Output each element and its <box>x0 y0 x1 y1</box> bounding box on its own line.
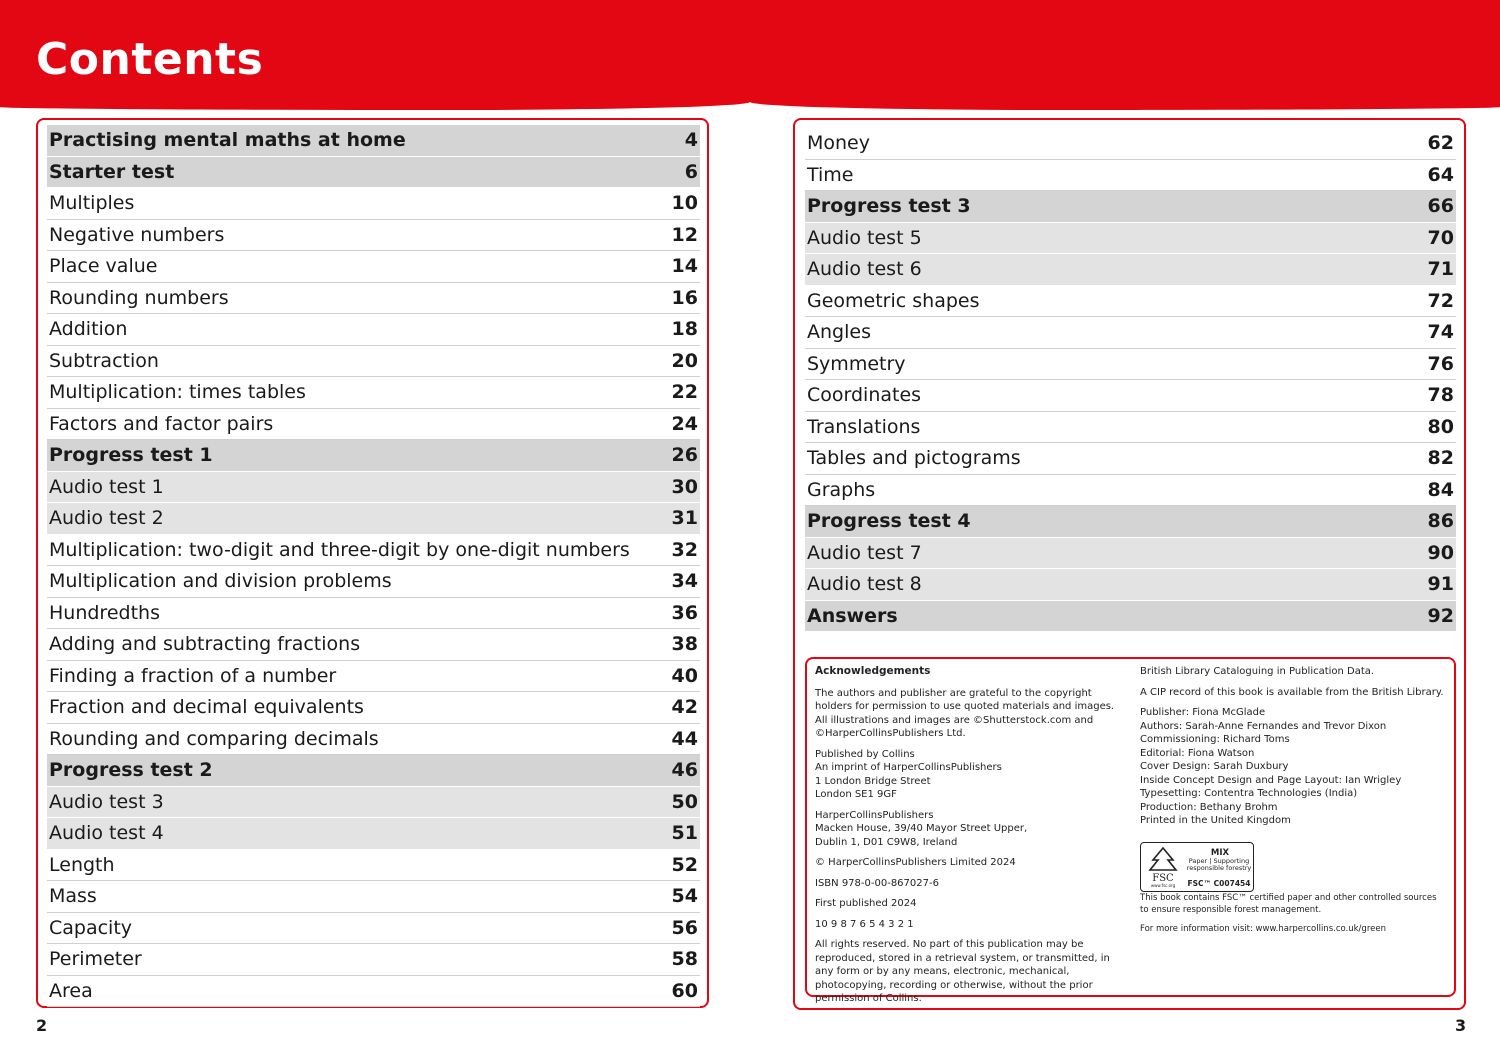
toc-entry-page: 14 <box>671 255 698 278</box>
toc-entry-page: 72 <box>1427 289 1454 312</box>
toc-entry-label: Audio test 7 <box>807 541 922 564</box>
contents-panel-right <box>793 118 1466 1010</box>
toc-entry-label: Audio test 1 <box>49 475 164 498</box>
toc-entry <box>47 535 700 567</box>
acknowledgements-box <box>805 657 1456 1004</box>
fsc-logo <box>1140 842 1254 892</box>
acknowledgement-paragraph: Published by Collins An imprint of HarperCollinsPublishers 1 London Bridge Street London SE1 9GF <box>815 748 1002 800</box>
toc-entry <box>47 283 700 315</box>
toc-entry-label: Coordinates <box>807 384 922 407</box>
toc-entry-page: 71 <box>1427 258 1454 281</box>
toc-entry <box>805 538 1456 570</box>
header-banner-right <box>750 0 1500 110</box>
page-number-left: 2 <box>36 1016 48 1035</box>
header-banner-left <box>0 0 750 110</box>
toc-entry <box>47 566 700 598</box>
toc-entry-page: 64 <box>1427 163 1454 186</box>
publication-info-paragraph: British Library Cataloguing in Publication Data. <box>1140 666 1375 677</box>
toc-entry-label: Capacity <box>49 916 133 939</box>
toc-entry-label: Angles <box>807 321 871 344</box>
toc-entry-label: Progress test 1 <box>49 444 213 467</box>
toc-entry <box>805 191 1456 223</box>
toc-entry-page: 51 <box>671 822 698 845</box>
toc-entry <box>47 314 700 346</box>
toc-entry-label: Length <box>49 853 115 876</box>
acknowledgement-paragraph: First published 2024 <box>815 898 917 909</box>
toc-entry-page: 4 <box>684 129 698 152</box>
toc-entry-page: 80 <box>1427 415 1454 438</box>
toc-entry <box>47 881 700 913</box>
toc-entry <box>47 661 700 693</box>
toc-entry-label: Practising mental maths at home <box>49 129 406 152</box>
toc-entry <box>47 125 700 157</box>
toc-entry-page: 10 <box>671 192 698 215</box>
toc-entry-page: 91 <box>1427 573 1454 596</box>
toc-entry-page: 16 <box>671 286 698 309</box>
toc-list-right <box>805 128 1456 632</box>
page-number-right: 3 <box>1455 1016 1467 1035</box>
toc-entry-label: Audio test 8 <box>807 573 922 596</box>
toc-entry-label: Subtraction <box>49 349 159 372</box>
fsc-tree-icon <box>1145 846 1181 888</box>
toc-entry <box>805 412 1456 444</box>
acknowledgement-paragraph: 10 9 8 7 6 5 4 3 2 1 <box>815 918 914 930</box>
toc-entry-label: Fraction and decimal equivalents <box>49 696 364 719</box>
toc-entry-page: 58 <box>671 948 698 971</box>
toc-entry-page: 76 <box>1427 352 1454 375</box>
acknowledgements-left-column <box>815 665 1125 1013</box>
toc-entry-page: 44 <box>671 727 698 750</box>
toc-entry-label: Hundredths <box>49 601 160 624</box>
toc-entry-label: Factors and factor pairs <box>49 412 274 435</box>
toc-entry <box>805 601 1456 633</box>
toc-entry <box>805 443 1456 475</box>
acknowledgement-paragraph: © HarperCollinsPublishers Limited 2024 <box>815 857 1016 868</box>
toc-entry <box>47 346 700 378</box>
toc-entry-page: 62 <box>1427 132 1454 155</box>
toc-entry-label: Audio test 6 <box>807 258 922 281</box>
toc-entry-page: 78 <box>1427 384 1454 407</box>
contents-panel-left <box>36 118 709 1008</box>
toc-entry-label: Audio test 3 <box>49 790 164 813</box>
toc-entry-label: Graphs <box>807 478 876 501</box>
toc-entry-page: 60 <box>671 979 698 1002</box>
toc-entry-label: Multiplication: two-digit and three-digit by one-digit numbers <box>49 538 630 561</box>
toc-entry-label: Audio test 5 <box>807 226 922 249</box>
toc-entry <box>805 569 1456 601</box>
toc-entry <box>805 317 1456 349</box>
toc-entry <box>47 472 700 504</box>
toc-entry-label: Progress test 2 <box>49 759 213 782</box>
toc-entry-page: 18 <box>671 318 698 341</box>
svg-text:www.fsc.org: www.fsc.org <box>1150 882 1176 888</box>
fsc-note: For more information visit: www.harpercollins.co.uk/green <box>1140 923 1386 934</box>
toc-entry-label: Money <box>807 132 870 155</box>
toc-entry <box>47 251 700 283</box>
toc-entry-page: 12 <box>671 223 698 246</box>
toc-entry <box>805 223 1456 255</box>
toc-entry <box>47 377 700 409</box>
toc-entry-page: 6 <box>684 160 698 183</box>
toc-entry-label: Progress test 4 <box>807 510 971 533</box>
toc-entry <box>47 976 700 1008</box>
toc-entry-page: 36 <box>671 601 698 624</box>
page-title: Contents <box>36 34 264 85</box>
toc-entry-label: Rounding and comparing decimals <box>49 727 379 750</box>
toc-entry-page: 82 <box>1427 447 1454 470</box>
toc-entry <box>47 188 700 220</box>
toc-entry <box>805 475 1456 507</box>
toc-entry-page: 52 <box>671 853 698 876</box>
toc-entry-page: 50 <box>671 790 698 813</box>
acknowledgement-paragraph: All rights reserved. No part of this publication may be reproduced, stored in a retrieval system, or transmitted, in any form or by any means, electronic, mechanical, photocopying, recording or otherwise, without the prior permission of Collins. <box>815 939 1110 1004</box>
toc-entry-label: Multiplication and division problems <box>49 570 392 593</box>
toc-entry-label: Adding and subtracting fractions <box>49 633 361 656</box>
toc-entry <box>805 254 1456 286</box>
toc-entry <box>805 349 1456 381</box>
toc-list-left <box>47 125 700 1007</box>
toc-entry-label: Tables and pictograms <box>807 447 1021 470</box>
toc-entry-label: Addition <box>49 318 128 341</box>
toc-entry-page: 84 <box>1427 478 1454 501</box>
acknowledgement-paragraph: ISBN 978-0-00-867027-6 <box>815 877 939 889</box>
toc-entry-page: 34 <box>671 570 698 593</box>
toc-entry <box>47 503 700 535</box>
toc-entry-label: Mass <box>49 885 97 908</box>
toc-entry-page: 70 <box>1427 226 1454 249</box>
toc-entry-page: 56 <box>671 916 698 939</box>
toc-entry <box>805 128 1456 160</box>
toc-entry-page: 42 <box>671 696 698 719</box>
toc-entry-page: 31 <box>671 507 698 530</box>
toc-entry-label: Audio test 2 <box>49 507 164 530</box>
toc-entry-page: 20 <box>671 349 698 372</box>
toc-entry <box>47 850 700 882</box>
toc-entry-label: Rounding numbers <box>49 286 229 309</box>
toc-entry-page: 26 <box>671 444 698 467</box>
toc-entry <box>47 440 700 472</box>
toc-entry-label: Starter test <box>49 160 175 183</box>
toc-entry <box>805 506 1456 538</box>
toc-entry-label: Multiples <box>49 192 135 215</box>
toc-entry-page: 90 <box>1427 541 1454 564</box>
toc-entry-label: Negative numbers <box>49 223 225 246</box>
fsc-mix-label: MIX <box>1210 847 1230 858</box>
acknowledgements-right-column <box>1140 665 1445 942</box>
acknowledgement-paragraph: HarperCollinsPublishers Macken House, 39/40 Mayor Street Upper, Dublin 1, D01 C9W8, Ireland <box>815 809 1028 848</box>
toc-entry <box>47 755 700 787</box>
toc-entry-page: 74 <box>1427 321 1454 344</box>
toc-entry-label: Perimeter <box>49 948 142 971</box>
toc-entry <box>805 160 1456 192</box>
publication-info-paragraph: A CIP record of this book is available from the British Library. <box>1140 686 1444 698</box>
toc-entry <box>47 913 700 945</box>
toc-entry-label: Time <box>807 163 854 186</box>
acknowledgement-paragraph: The authors and publisher are grateful to the copyright holders for permission to use quoted materials and images. All illustrations and images are ©Shutterstock.com and ©HarperCollinsPublishers Ltd. <box>815 687 1115 739</box>
toc-entry-page: 66 <box>1427 195 1454 218</box>
toc-entry <box>47 818 700 850</box>
toc-entry-label: Finding a fraction of a number <box>49 664 337 687</box>
toc-entry <box>47 692 700 724</box>
toc-entry-label: Progress test 3 <box>807 195 971 218</box>
toc-entry <box>47 724 700 756</box>
toc-entry-page: 40 <box>671 664 698 687</box>
fsc-note: This book contains FSC™ certified paper and other controlled sources to ensure responsible forest management. <box>1140 892 1437 915</box>
toc-entry-label: Symmetry <box>807 352 906 375</box>
svg-text:FSC: FSC <box>1152 872 1174 884</box>
fsc-code: FSC™ C007454 <box>1187 878 1251 888</box>
toc-entry <box>805 380 1456 412</box>
toc-entry-label: Multiplication: times tables <box>49 381 306 404</box>
acknowledgements-heading: Acknowledgements <box>815 665 931 677</box>
toc-entry <box>47 629 700 661</box>
toc-entry-label: Audio test 4 <box>49 822 164 845</box>
toc-entry-page: 32 <box>671 538 698 561</box>
publication-info-paragraph: Publisher: Fiona McGlade Authors: Sarah-Anne Fernandes and Trevor Dixon Commissioning: Richard Toms Editorial: Fiona Watson Cover Design: Sarah Duxbury Inside Concept Design and Page Layout: Ian Wrigley Typesetting: Contentra Technologies (India) Production: Bethany Brohm Printed in the United Kingdom <box>1140 707 1402 826</box>
toc-entry-page: 46 <box>671 759 698 782</box>
toc-entry-page: 92 <box>1427 604 1454 627</box>
toc-entry-label: Area <box>49 979 93 1002</box>
toc-entry <box>47 409 700 441</box>
toc-entry-page: 86 <box>1427 510 1454 533</box>
toc-entry-label: Place value <box>49 255 158 278</box>
toc-entry-page: 30 <box>671 475 698 498</box>
toc-entry-label: Geometric shapes <box>807 289 980 312</box>
toc-entry-page: 22 <box>671 381 698 404</box>
toc-entry <box>805 286 1456 318</box>
toc-entry-label: Translations <box>807 415 921 438</box>
toc-entry <box>47 157 700 189</box>
toc-entry-page: 54 <box>671 885 698 908</box>
toc-entry-page: 24 <box>671 412 698 435</box>
toc-entry <box>47 787 700 819</box>
toc-entry <box>47 598 700 630</box>
toc-entry-page: 38 <box>671 633 698 656</box>
toc-entry <box>47 220 700 252</box>
toc-entry-label: Answers <box>807 604 898 627</box>
toc-entry <box>47 944 700 976</box>
fsc-sub-label: Paper | Supporting responsible forestry <box>1186 856 1252 872</box>
